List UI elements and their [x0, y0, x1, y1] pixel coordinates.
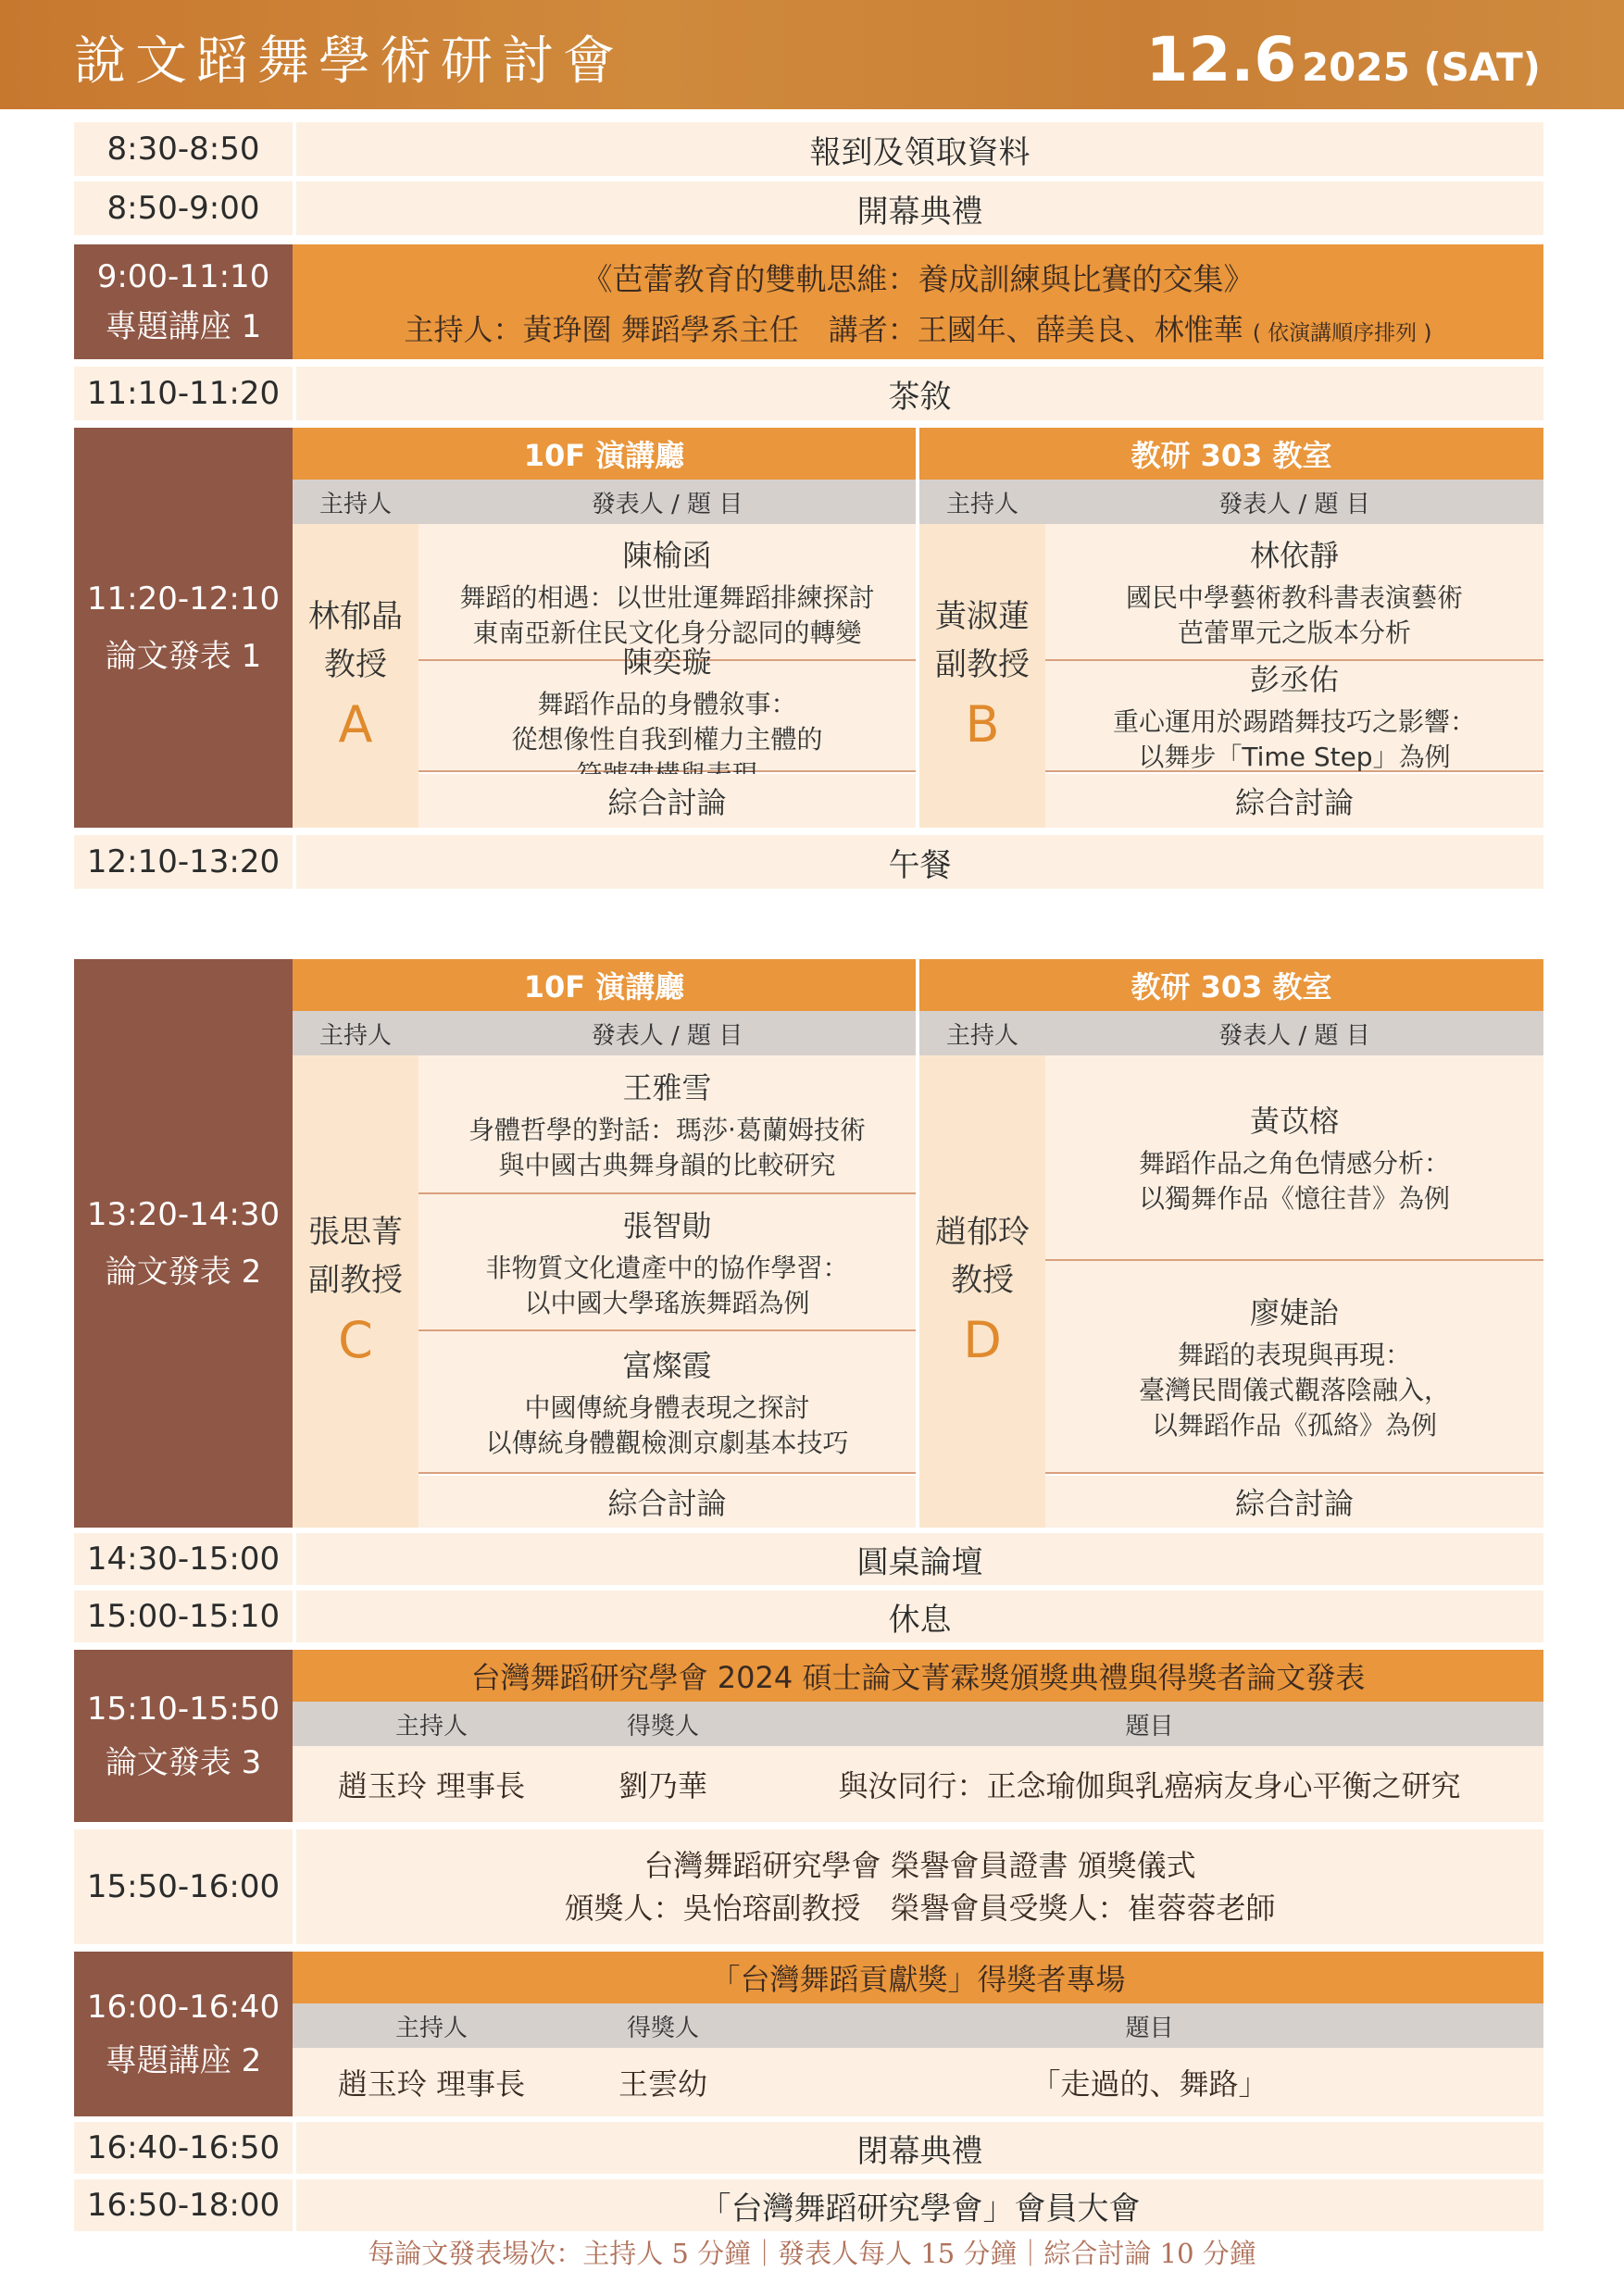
- page-header: [0, 0, 1624, 109]
- room-letter: C: [338, 1310, 373, 1369]
- presentation-topic-line: 以舞蹈作品《孤絡》為例: [1151, 1409, 1437, 1441]
- keynote-detail: [293, 244, 1543, 359]
- presentation-topic-line: 非物質文化遺產中的協作學習：: [485, 1253, 849, 1284]
- presenter-header: 發表人 / 題 目: [418, 480, 916, 524]
- host-header: 主持人: [293, 480, 418, 524]
- presentation-topic-line: 以中國大學瑤族舞蹈為例: [524, 1288, 810, 1318]
- event-date-year: 2025 (SAT): [1301, 44, 1541, 90]
- event-date-day: 12.6: [1145, 24, 1297, 95]
- host-cell: 趙玉玲 理事長: [293, 1746, 570, 1822]
- host-header: 主持人: [293, 1702, 570, 1746]
- event-cell: [296, 1829, 1543, 1944]
- presentation-topic-line: 重心運用於踢踏舞技巧之影響：: [1112, 706, 1476, 738]
- event-cell: 閉幕典禮: [296, 2122, 1543, 2174]
- host-title: 教授: [324, 646, 387, 684]
- paper-session-2-body: [74, 959, 1543, 1528]
- time-cell: [74, 244, 293, 359]
- presenter-name: 陳奕璇: [622, 644, 712, 680]
- time-cell: [74, 1650, 293, 1822]
- presentation-topic-line: 國民中學藝術教科書表演藝術: [1125, 582, 1463, 614]
- presentation-cell: [1045, 1055, 1543, 1261]
- presenter-name: 張智勛: [622, 1208, 712, 1244]
- host-cell-b: [919, 524, 1045, 828]
- discussion-cell: 綜合討論: [418, 1476, 916, 1528]
- presentation-topic-line: 舞蹈作品之角色情感分析：: [1138, 1148, 1450, 1179]
- host-header: 主持人: [293, 2003, 570, 2048]
- time-cell: 11:10-11:20: [74, 367, 293, 420]
- time-cell: [74, 959, 293, 1528]
- paper-session-1: [74, 428, 1543, 828]
- host-cell: 趙玉玲 理事長: [293, 2048, 570, 2116]
- time-cell: 15:50-16:00: [74, 1829, 293, 1944]
- schedule-row-assembly: [74, 2179, 1543, 2231]
- session-label: 論文發表 1: [105, 637, 262, 675]
- schedule-row-tea: [74, 367, 1543, 420]
- presentation-topic-line: 與中國古典舞身韻的比較研究: [498, 1150, 836, 1180]
- event-cell: 開幕典禮: [296, 181, 1543, 235]
- session-title: 台灣舞蹈研究學會 2024 碩士論文菁霖獎頒獎典禮與得獎者論文發表: [293, 1650, 1543, 1702]
- presentation-cell: [1045, 524, 1543, 661]
- topic-cell: 「走過的、舞路」: [756, 2048, 1543, 2116]
- time-cell: 12:10-13:20: [74, 835, 293, 889]
- presentation-cell: [418, 644, 916, 772]
- time-cell: 8:30-8:50: [74, 122, 293, 176]
- paper-session-3: [74, 1650, 1543, 1822]
- host-name: 趙郁玲: [935, 1213, 1030, 1251]
- presentation-cell: [418, 1055, 916, 1194]
- presenter-header: 發表人 / 題 目: [1045, 480, 1543, 524]
- event-cell: 茶敘: [296, 367, 1543, 420]
- time-cell: 15:00-15:10: [74, 1591, 293, 1642]
- time-label: 9:00-11:10: [96, 257, 270, 295]
- time-label: 11:20-12:10: [86, 580, 281, 618]
- presentation-topic-line: 中國傳統身體表現之探討: [524, 1392, 810, 1424]
- presenter-name: 林依靜: [1249, 538, 1339, 574]
- host-header: 主持人: [919, 480, 1045, 524]
- room-header-right: 教研 303 教室: [919, 428, 1543, 480]
- event-cell: 休息: [296, 1591, 1543, 1642]
- schedule-row-closing: [74, 2122, 1543, 2174]
- keynote-speakers-note: ( 依演講順序排列 ): [1252, 320, 1432, 345]
- winner-header: 得獎人: [570, 1702, 756, 1746]
- session-label: 論文發表 3: [105, 1743, 262, 1781]
- time-cell: 8:50-9:00: [74, 181, 293, 235]
- host-title: 教授: [951, 1262, 1014, 1300]
- keynote-speakers: [405, 306, 1432, 349]
- session-label: 論文發表 2: [105, 1253, 262, 1291]
- schedule-row-keynote-1: [74, 244, 1543, 359]
- host-cell-a: [293, 524, 418, 828]
- schedule-row-forum: [74, 1533, 1543, 1585]
- room-letter: D: [963, 1310, 1002, 1369]
- schedule-row-keynote-2: [74, 1952, 1543, 2116]
- host-cell-d: [919, 1055, 1045, 1528]
- time-cell: 16:50-18:00: [74, 2179, 293, 2231]
- topic-header: 題目: [756, 1702, 1543, 1746]
- presenter-name: 王雅雪: [622, 1070, 712, 1106]
- host-name: 林郁晶: [308, 597, 403, 635]
- host-header: 主持人: [293, 1011, 418, 1055]
- presenter-name: 陳榆函: [622, 538, 712, 574]
- presenter-name: 廖婕詒: [1249, 1295, 1339, 1331]
- page-title: 說文蹈舞學術研討會: [74, 31, 624, 92]
- time-label: 15:10-15:50: [86, 1690, 281, 1728]
- presenter-header: 發表人 / 題 目: [418, 1011, 916, 1055]
- keynote-speakers-text: 主持人：黃琤圈 舞蹈學系主任 講者：王國年、薛美良、林惟華: [404, 311, 1243, 347]
- event-cell: 報到及領取資料: [296, 122, 1543, 176]
- presenter-name: 黃苡榕: [1249, 1104, 1339, 1140]
- host-name: 張思菁: [308, 1213, 403, 1251]
- keynote-title: 《芭蕾教育的雙軌思維：養成訓練與比賽的交集》: [581, 260, 1255, 297]
- time-cell: [74, 1952, 293, 2116]
- time-cell: [74, 428, 293, 828]
- event-cell: 午餐: [296, 835, 1543, 889]
- session-label: 專題講座 2: [105, 2041, 262, 2079]
- session-title: 「台灣舞蹈貢獻獎」得獎者專場: [293, 1952, 1543, 2003]
- presentation-topic-line: 以獨舞作品《憶往昔》為例: [1138, 1183, 1450, 1214]
- discussion-cell: 綜合討論: [1045, 774, 1543, 828]
- presenter-name: 富燦霞: [622, 1348, 712, 1384]
- event-line: 頒獎人：吳怡瑢副教授 榮譽會員受獎人：崔蓉蓉老師: [564, 1890, 1276, 1926]
- time-cell: 16:40-16:50: [74, 2122, 293, 2174]
- presentation-topic-line: 舞蹈的表現與再現：: [1177, 1340, 1411, 1371]
- presentation-cell: [1045, 661, 1543, 772]
- presentation-topic-line: 以傳統身體觀檢測京劇基本技巧: [485, 1428, 849, 1458]
- schedule-row-honorary: [74, 1829, 1543, 1944]
- presenter-name: 彭丞佑: [1249, 662, 1339, 698]
- room-header-left: 10F 演講廳: [293, 428, 916, 480]
- host-header: 主持人: [919, 1011, 1045, 1055]
- time-cell: 14:30-15:00: [74, 1533, 293, 1585]
- room-header-left: 10F 演講廳: [293, 959, 916, 1011]
- topic-cell: 與汝同行：正念瑜伽與乳癌病友身心平衡之研究: [756, 1746, 1543, 1822]
- host-cell-c: [293, 1055, 418, 1528]
- presentation-topic-line: 芭蕾單元之版本分析: [1177, 618, 1411, 648]
- topic-header: 題目: [756, 2003, 1543, 2048]
- presentation-topic-line: 舞蹈的相遇：以世壯運舞蹈排練探討: [459, 582, 875, 614]
- host-name: 黃淑蓮: [935, 597, 1030, 635]
- winner-cell: 王雲幼: [570, 2048, 756, 2116]
- room-header-right: 教研 303 教室: [919, 959, 1543, 1011]
- presentation-topic-line: 從想像性自我到權力主體的: [511, 724, 823, 755]
- footer-note: 每論文發表場次：主持人 5 分鐘｜發表人每人 15 分鐘｜綜合討論 10 分鐘: [368, 2238, 1256, 2269]
- event-cell: 圓桌論壇: [296, 1533, 1543, 1585]
- presentation-topic-line: 臺灣民間儀式觀落陰融入，: [1138, 1375, 1450, 1406]
- room-letter: A: [338, 694, 373, 754]
- time-label: 16:00-16:40: [86, 1988, 281, 2026]
- presentation-topic-line: 身體哲學的對話：瑪莎‧葛蘭姆技術: [468, 1115, 866, 1146]
- winner-cell: 劉乃華: [570, 1746, 756, 1822]
- event-cell: 「台灣舞蹈研究學會」會員大會: [296, 2179, 1543, 2231]
- schedule-row-opening: [74, 181, 1543, 235]
- schedule-row-lunch: [74, 835, 1543, 889]
- time-label: 13:20-14:30: [86, 1195, 281, 1233]
- session-label: 專題講座 1: [105, 307, 262, 345]
- presentation-cell: [418, 1331, 916, 1474]
- presentation-cell: [1045, 1261, 1543, 1474]
- winner-header: 得獎人: [570, 2003, 756, 2048]
- presentation-topic-line: 以舞步「Time Step」為例: [1138, 742, 1451, 772]
- presenter-header: 發表人 / 題 目: [1045, 1011, 1543, 1055]
- discussion-cell: 綜合討論: [1045, 1476, 1543, 1528]
- presentation-cell: [418, 1194, 916, 1331]
- presentation-topic-line: 東南亞新住民文化身分認同的轉變: [472, 618, 862, 648]
- discussion-cell: 綜合討論: [418, 774, 916, 828]
- presentation-topic-line: 舞蹈作品的身體敘事：: [537, 689, 797, 720]
- schedule-row-registration: [74, 122, 1543, 176]
- event-date: [1146, 24, 1541, 95]
- schedule-row-break: [74, 1591, 1543, 1642]
- host-title: 副教授: [308, 1262, 403, 1300]
- host-title: 副教授: [935, 646, 1030, 684]
- event-line: 台灣舞蹈研究學會 榮譽會員證書 頒獎儀式: [643, 1847, 1196, 1883]
- room-letter: B: [965, 694, 1000, 754]
